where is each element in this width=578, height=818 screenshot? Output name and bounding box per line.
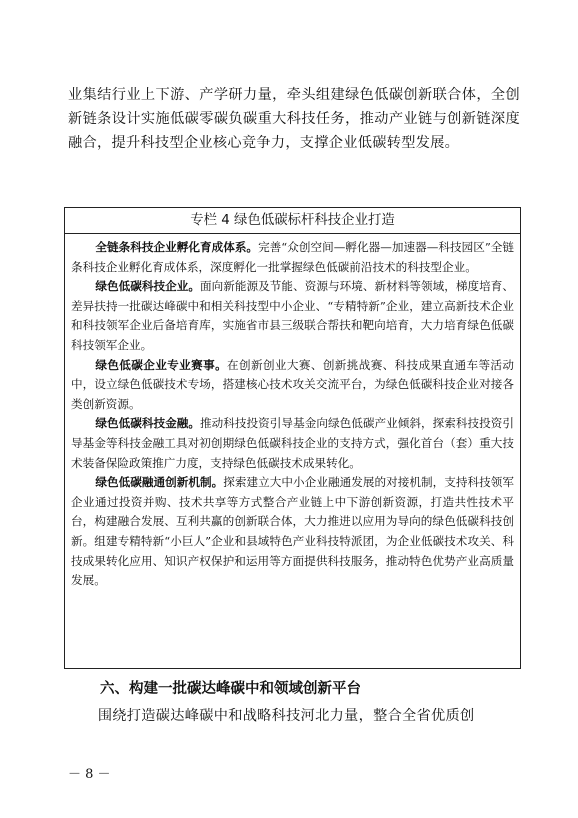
column-item-heading: 绿色低碳融通创新机制。 (95, 475, 224, 490)
section-heading: 六、构建一批碳达峰碳中和领域创新平台 (100, 681, 361, 697)
column-item (71, 414, 514, 473)
column-item (71, 473, 514, 591)
column-box (64, 207, 521, 669)
column-box-title: 专栏 4 绿色低碳标杆科技企业打造 (65, 208, 520, 234)
column-box-body (65, 234, 520, 591)
column-item-text: 推动科技投资引导基金向绿色低碳产业倾斜，探索科技投资引导基金等科技金融工具对初创期绿色低碳科技企业的支持方式，强化首台（套）重大技术装备保险政策推广力度，支持绿色低碳技术成果转化。 (71, 416, 514, 470)
column-item-text: 面向新能源及节能、资源与环境、新材料等领域，梯度培育、差异扶持一批碳达峰碳中和相关科技型中小企业、“专精特新”企业，建立高新技术企业和科技领军企业后备培育库，实施省市县三级联合帮扶和靶向培育，大力培育绿色低碳科技领军企业。 (71, 279, 514, 352)
section-paragraph: 围绕打造碳达峰碳中和战略科技河北力量，整合全省优质创 (97, 708, 475, 724)
column-item (71, 238, 514, 277)
column-item-text: 在创新创业大赛、创新挑战赛、科技成果直通车等活动中，设立绿色低碳技术专场，搭建核心技术攻关交流平台，为绿色低碳科技企业对接各类创新资源。 (71, 357, 514, 411)
column-item-text: 探索建立大中小企业融通发展的对接机制，支持科技领军企业通过投资并购、技术共享等方式整合产业链上中下游创新资源，打造共性技术平台，构建融合发展、互利共赢的创新联合体，大力推进以应用为导向的绿色低碳科技创新。组建专精特新“小巨人”企业和县域特色产业科技特派团，为企业低碳技术攻关、科技成果转化应用、知识产权保护和运用等方面提供科技服务，推动特色优势产业高质量发展。 (71, 475, 514, 588)
page-number: － 8 － (68, 767, 111, 782)
column-item (71, 277, 514, 355)
column-item-heading: 全链条科技企业孵化育成体系。 (95, 240, 259, 254)
column-item-heading: 绿色低碳科技企业。 (95, 279, 201, 294)
intro-paragraph: 业集结行业上下游、产学研力量，牵头组建绿色低碳创新联合体，全创新链条设计实施低碳零碳负碳重大科技任务，推动产业链与创新链深度融合，提升科技型企业核心竞争力，支撑企业低碳转型发展。 (68, 87, 520, 152)
column-item-heading: 绿色低碳科技金融。 (95, 416, 201, 431)
column-item (71, 356, 514, 415)
column-item-text: 完善“众创空间—孵化器—加速器—科技园区”全链条科技企业孵化育成体系，深度孵化一批掌握绿色低碳前沿技术的科技型企业。 (71, 240, 514, 274)
column-item-heading: 绿色低碳企业专业赛事。 (95, 357, 228, 372)
